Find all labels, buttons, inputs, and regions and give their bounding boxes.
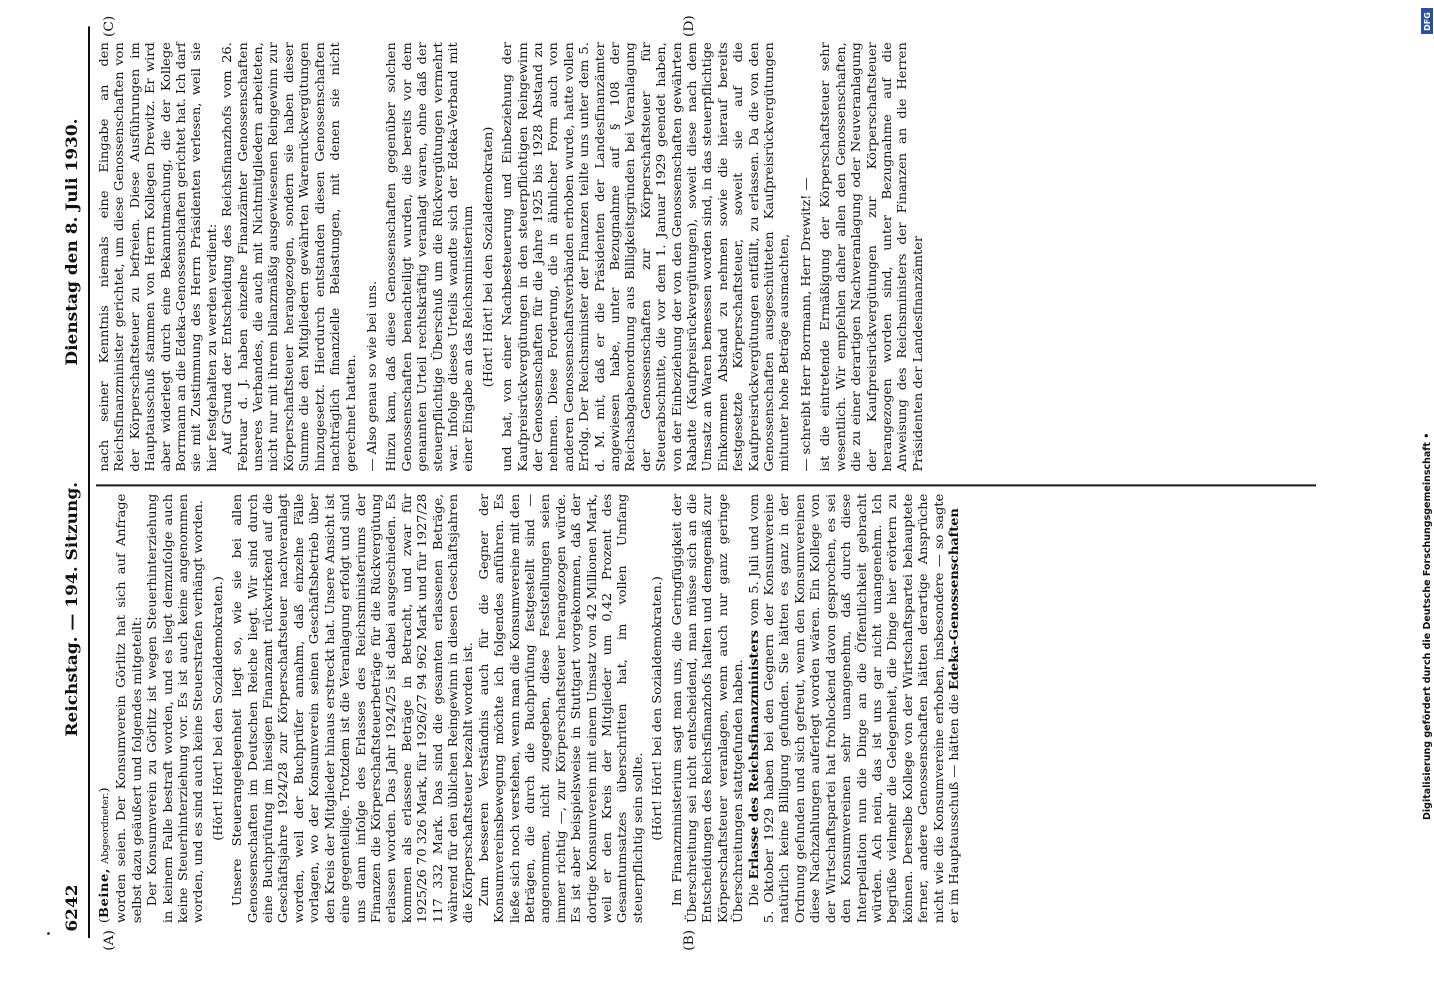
margin-mark-d: (D) [682,15,697,38]
remark: — schreibt Herr Borrmann, Herr Drewitz! — [797,177,813,472]
quoted-paragraph: Auf Grund der Entscheidung des Reichsfinanzhofs vom 26. Februar d. J. haben einzelne Finanzämter Genossenschaften unseres Verbandes, die auch mit Nichtmitgliedern arbeiteten, nicht nur mit ihrem bilanzmäßig ausgewiesenen Reingewinn zur Körperschaftsteuer herangezogen, sondern sie haben dieser Summe die den Mitgliedern gewährten Warenrückvergütungen hinzugesetzt. Hierdurch entstanden diesen Genossenschaften nachträglich finanzielle Belastungen, mit denen sie nicht gerechnet hatten. [219,42,358,472]
speaker-name: Beine, [96,868,111,919]
emphasis-text: Edeka-Genossenschaften [945,508,961,691]
page-header [62,26,84,938]
paragraph [746,494,962,923]
quoted-paragraph: Der Konsumverein zu Görlitz ist wegen Steuerhinterziehung in keinem Falle bestraft worden, und es liegt demzufolge auch keine Steuerhinterziehung vor. Es ist auch keine angenommen worden, und es sind auch keine Steuerstrafen verhängt worden. [144,493,206,924]
paragraph: nach seiner Kenntnis niemals eine Eingabe an den Reichsfinanzminister gerichtet, um diese Genossenschaften von der Körperschaftsteuer zu befreien. Diese Ausführungen im Hauptausschuß stammen von Herrn Kollegen Drewitz. Er wird aber widerlegt durch eine Bekanntmachung, die der Kollege Borrmann an die Edeka-Genossenschaften gerichtet hat. Ich darf sie mit Zustimmung des Herrn Präsidenten verlesen, weil sie hier festgehalten zu werden verdient: [96,42,219,472]
margin-mark-b: (B) [682,929,697,951]
quoted-paragraph: Unsere Steuerangelegenheit liegt so, wie sie bei allen Genossenschaften im Deutschen Reiche liegt. Wir sind durch eine Buchprüfung im hiesigen Finanzamt rückwirkend auf die Geschäftsjahre 1924/28 zur Körperschaftsteuer nachveranlagt worden, weil der Buchprüfer annahm, daß einzelne Fälle vorlagen, wo der Konsumverein seinen Geschäftsbetrieb über den Kreis der Mitglieder hinaus erstreckt hat. Unsere Ansicht ist eine gegenteilige. Trotzdem ist die Veranlagung erfolgt und sind uns dann infolge des Erlasses des Reichsministeriums der Finanzen die Körperschaftsteuerbeträge für die Rückvergütung erlassen worden. Das Jahr 1924/25 ist dabei ausgeschieden. Es kommen als erlassene Beträge in Betracht, und zwar für 1925/26 70 326 Mark, für 1926/27 94 962 Mark und für 1927/28 117 332 Mark. Das sind die gesamten erlassenen Beträge, während für den üblichen Reingewinn in diesen Geschäftsjahren die Körperschaftsteuer bezahlt worden ist. [229,493,476,924]
left-column [96,494,961,923]
quoted-paragraph: Hinzu kam, daß diese Genossenschaften gegenüber solchen Genossenschaften benachteiligt wurden, die bereits vor dem genannten Urteil rechtskräftig veranlagt waren, ohne daß der steuerpflichtige Überschuß um die Rückvergütungen vermehrt war. Infolge dieses Urteils wandte sich der Edeka-Verband mit einer Eingabe an das Reichsministerium [383,42,476,472]
text-run: vom 5. Juli und vom 5. Oktober 1929 haben bei den Gegnern der Konsumvereine natürlich keine Billigung gefunden. Sie hätten es ganz in der Ordnung gefunden und sich gefreut, wenn den Konsumvereinen diese Nachzahlungen auferlegt worden wären. Ein Kollege von der Wirtschaftspartei hat frohlockend davon gesprochen, es sei den Konsumvereinen sehr unangenehm, daß durch diese Interpellation nun die Dinge an die Öffentlichkeit gebracht würden. Ach nein, das ist uns gar nicht unangenehm. Ich begrüße vielmehr die Gelegenheit, die Dinge hier erörtern zu können. Derselbe Kollege von der Wirtschaftspartei behauptete ferner, andere Genossenschaften hätten derartige Ansprüche nicht wie die Konsumvereine erhoben, insbesondere — so sagte er im Hauptausschuß — hätten die [745,493,961,924]
interjection: (Hört! Hört! bei den Sozialdemokraten.) [209,576,225,841]
scanned-page [62,15,1332,951]
session-title: Reichstag. — 194. Sitzung. [62,481,81,737]
margin-mark-c: (C) [102,15,117,38]
dfg-logo [1421,8,1433,34]
quoted-paragraph: und bat, von einer Nachbesteuerung und Einbeziehung der Kaufpreisrückvergütungen in den steuerpflichtigen Reingewinn der Genossenschaften für die Jahre 1925 bis 1928 Abstand zu nehmen. Diese Forderung, die in ähnlicher Form auch von anderen Genossenschaftsverbänden erhoben wurde, hatte vollen Erfolg. Der Reichsminister der Finanzen teilte uns unter dem 5. d. M. mit, daß er die Präsidenten der Landesfinanzämter angewiesen habe, unter Bezugnahme auf § 108 der Reichsabgabenordnung aus Billigkeitsgründen bei Veranlagung der Genossenschaften zur Körperschaftsteuer für Steuerabschnitte, die vor dem 1. Januar 1929 geendet haben, von der Einbeziehung der von den Genossenschaften gewährten Rabatte (Kaufpreisrückvergütungen), soweit diese nach dem Umsatz an Waren bemessen worden sind, in das steuerpflichtige Einkommen Abstand zu nehmen sowie die hierauf bereits festgesetzte Körperschaftsteuer, soweit sie auf die Kaufpreisrückvergütungen entfällt, zu erlassen. Da die von den Genossenschaften ausgeschütteten Kaufpreisrückvergütungen mitunter hohe Beträge ausmachten, [499,42,792,472]
speaker-role: Abgeordneter. [100,792,111,864]
paragraph: worden seien. Der Konsumverein Görlitz hat sich auf Anfrage selbst dazu geäußert und folgendes mitgeteilt: [113,493,144,924]
margin-mark-a: (A) [102,930,117,951]
quoted-paragraph: ist die eintretende Ermäßigung der Körperschaftsteuer sehr wesentlich. Wir empfehlen daher allen den Genossenschaften, die zu einer derartigen Nachveranlagung oder Neuveranlagung der Kaufpreisrückvergütungen zur Körperschaftsteuer herangezogen worden sind, unter Bezugnahme auf die Anweisung des Reichsministers der Finanzen an die Herren Präsidenten der Landesfinanzämter [817,42,925,472]
right-column [96,42,925,471]
page-number: 6242 [62,884,81,932]
paragraph: (Beine, Abgeordneter.) [96,787,111,924]
digitization-credit: Digitalisierung gefördert durch die Deutsche Forschungsgemeinschaft • [1422,432,1433,820]
interjection: (Hört! Hört! bei den Sozialdemokraten) [479,126,495,388]
column-divider [96,485,1316,487]
interjection: (Hört! Hört! bei den Sozialdemokraten.) [649,576,665,841]
paragraph: Im Finanzministerium sagt man uns, die Geringfügigkeit der Überschreitung sei nicht entscheidend, man müsse sich an die Entscheidungen des Reichsfinanzhofs halten und demgemäß zur Körperschaftsteuer veranlagen, wenn auch nur ganz geringe Überschreitungen stattgefunden haben. [668,493,746,924]
scan-speck [47,932,50,935]
remark: — Also genau so wie bei uns. [363,281,379,472]
emphasis-text: Erlasse des Reichsfinanzministers [745,630,761,880]
dfg-logo-text: DFG [1422,11,1432,31]
header-rule [88,26,90,938]
session-date: Dienstag den 8. Juli 1930. [62,118,81,366]
text-run: Die [745,879,761,907]
paragraph: Zum besseren Verständnis auch für die Gegner der Konsumvereinsbewegung möchte ich folgendes anführen. Es ließe sich noch verstehen, wenn man die Konsumvereine mit den Beträgen, die durch die Buchprüfung festgestellt sind — angenommen, nicht zugegeben, diese Feststellungen seien immer richtig —, zur Körperschaftsteuer herangezogen würde. Es ist aber beispielsweise in Stuttgart vorgekommen, daß der dortige Konsumverein mit einem Umsatz von 42 Millionen Mark, weil er den Kreis der Mitglieder um 0,42 Prozent des Gesamtumsatzes überschritten hat, im vollen Umfang steuerpflichtig sein sollte. [475,493,645,924]
